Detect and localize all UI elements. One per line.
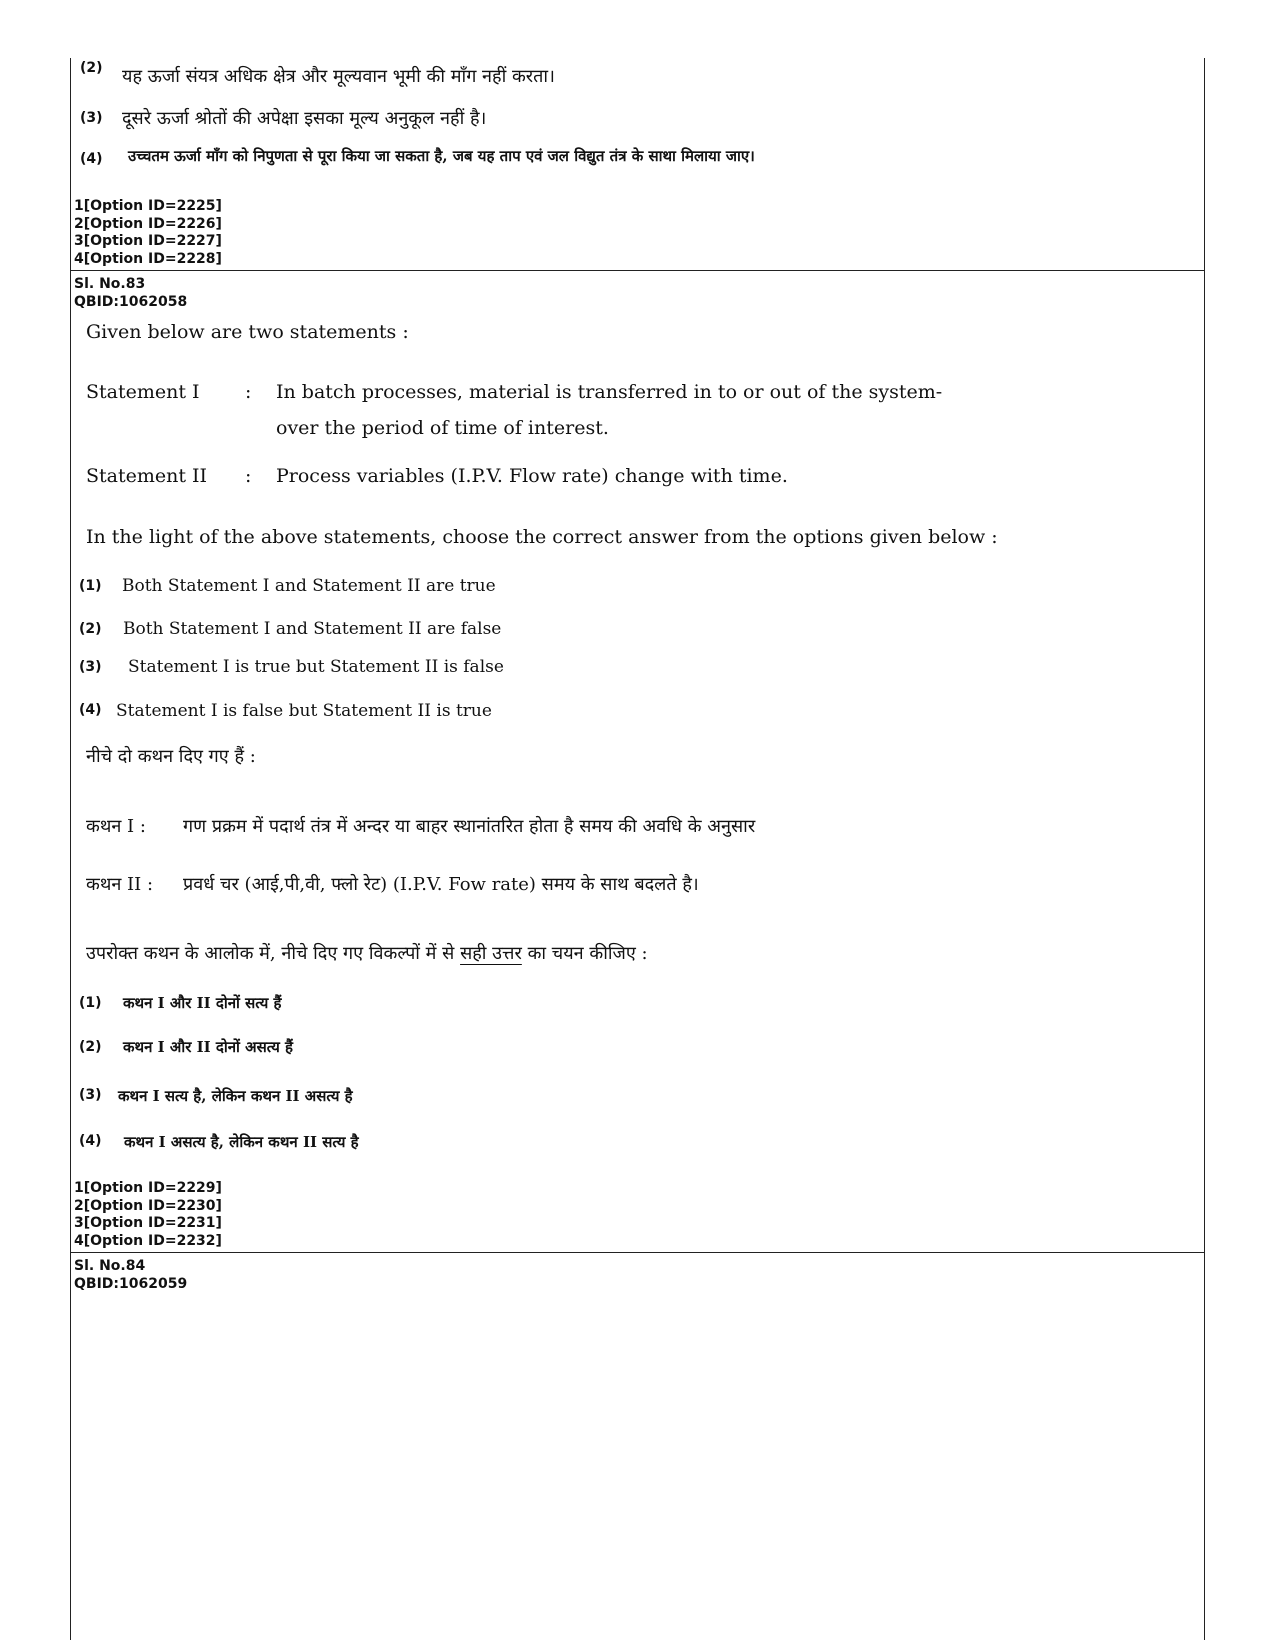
option-number: (4) [79,702,102,718]
hindi-statement-1-text: गण प्रक्रम में पदार्थ तंत्र में अन्दर या बाहर स्थानांतरित होता है समय की अवधि के अनुसार [183,816,756,837]
option-number: (2) [79,1039,102,1055]
option-text: दूसरे ऊर्जा श्रोतों की अपेक्षा इसका मूल्य अनुकूल नहीं है। [122,108,487,129]
prev-option-ids [74,198,222,268]
divider [70,1252,1205,1253]
statement-2-text: Process variables (I.P.V. Flow rate) change with time. [276,465,788,487]
option-text: Statement I is false but Statement II is true [116,701,492,721]
option-id: 2[Option ID=2230] [74,1197,222,1214]
hindi-intro: नीचे दो कथन दिए गए हैं : [86,746,256,767]
option-id: 2[Option ID=2226] [74,215,222,232]
option-number: (3) [80,110,103,126]
option-text: Both Statement I and Statement II are true [122,576,496,596]
option-text: Both Statement I and Statement II are false [123,619,502,639]
option-text: उच्चतम ऊर्जा माँग को निपुणता से पूरा किया जा सकता है, जब यह ताप एवं जल विद्युत तंत्र के साथा मिलाया जाए। [128,147,755,165]
option-id: 3[Option ID=2227] [74,233,222,249]
option-number: (2) [79,621,102,637]
statement-2-label: Statement II [86,465,208,487]
option-text: कथन I और II दोनों सत्य हैं [123,994,282,1012]
hindi-statement-1-label: कथन I : [86,816,146,837]
hindi-prompt-before: उपरोक्त कथन के आलोक में, नीचे दिए गए विकल्पों में से [86,943,455,964]
option-number: (1) [79,578,102,594]
hindi-prompt-after: का चयन कीजिए : [527,943,648,964]
option-number: (4) [79,1133,102,1149]
statement-2-colon: : [245,465,252,487]
hindi-prompt [86,941,648,965]
option-number: (4) [80,151,103,167]
option-id: 4[Option ID=2232] [74,1232,222,1249]
option-number: (3) [79,659,102,675]
statement-1-text-cont: over the period of time of interest. [276,417,609,439]
option-number: (3) [79,1087,102,1103]
option-text: यह ऊर्जा संयत्र अधिक क्षेत्र और मूल्यवान भूमी की माँग नहीं करता। [122,66,555,87]
divider [70,270,1205,271]
hindi-statement-2-label: कथन II : [86,874,154,895]
option-id: 1[Option ID=2229] [74,1180,222,1196]
sl-no: Sl. No.83 [74,276,146,292]
hindi-statement-2-text: प्रवर्ध चर (आई,पी,वी, फ्लो रेट) (I.P.V. Fow rate) समय के साथ बदलते है। [183,874,699,895]
statement-1-colon: : [245,381,252,403]
hindi-prompt-underlined: सही उत्तर [460,943,522,964]
question-header [74,1258,187,1293]
statement-1-text: In batch processes, material is transferred in to or out of the system- [276,381,943,403]
question-intro: Given below are two statements : [86,321,409,343]
question-prompt: In the light of the above statements, choose the correct answer from the options given below : [86,526,998,548]
option-id: 4[Option ID=2228] [74,250,222,267]
question-header [74,276,187,311]
qbid: QBID:1062059 [74,1275,188,1292]
qbid: QBID:1062058 [74,293,188,310]
option-text: कथन I सत्य है, लेकिन कथन II असत्य है [118,1087,353,1105]
option-number: (1) [79,995,102,1011]
option-text: कथन I असत्य है, लेकिन कथन II सत्य है [124,1133,359,1151]
option-id: 1[Option ID=2225] [74,198,222,214]
option-text: कथन I और II दोनों असत्य हैं [123,1038,293,1056]
statement-1-label: Statement I [86,381,200,403]
option-number: (2) [80,60,103,76]
option-id: 3[Option ID=2231] [74,1215,222,1231]
option-text: Statement I is true but Statement II is false [128,657,504,677]
sl-no: Sl. No.84 [74,1258,146,1274]
page-frame [70,58,1205,1640]
q83-option-ids [74,1180,222,1250]
